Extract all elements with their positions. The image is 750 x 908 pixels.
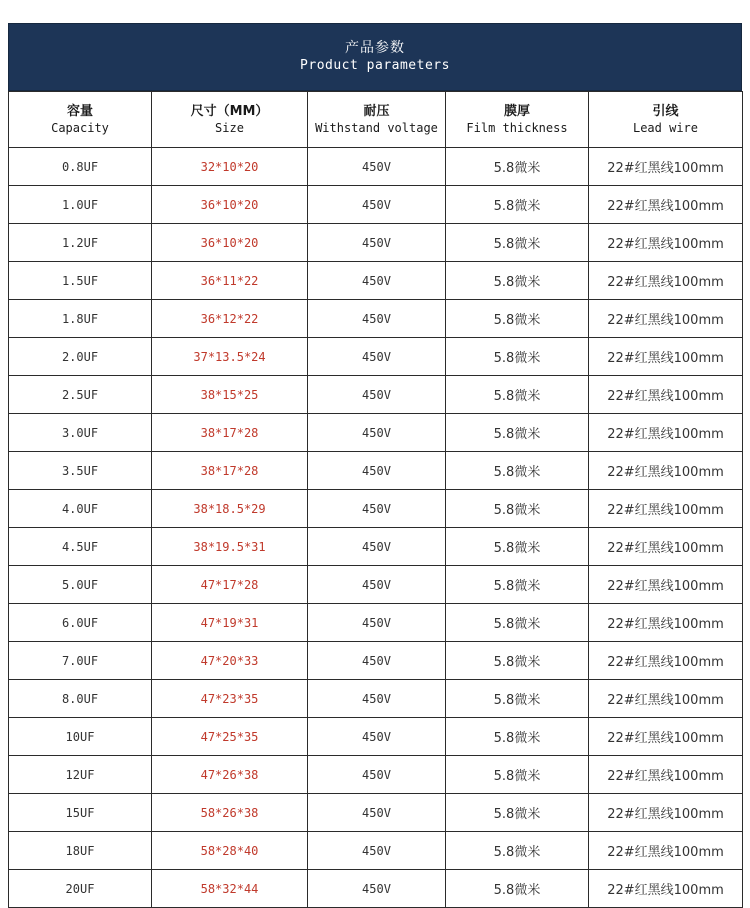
header-capacity	[9, 92, 152, 148]
cell-size: 47*23*35	[152, 680, 308, 718]
table-row	[9, 756, 743, 794]
cell-capacity: 1.2UF	[9, 224, 152, 262]
cell-size: 36*10*20	[152, 186, 308, 224]
cell-capacity: 4.5UF	[9, 528, 152, 566]
cell-size: 58*32*44	[152, 870, 308, 908]
cell-capacity: 2.5UF	[9, 376, 152, 414]
cell-lead-wire: 22#红黑线100mm	[589, 300, 743, 338]
cell-film-thickness: 5.8微米	[446, 642, 589, 680]
cell-lead-wire: 22#红黑线100mm	[589, 490, 743, 528]
cell-capacity: 1.8UF	[9, 300, 152, 338]
banner-title-en: Product parameters	[300, 58, 450, 73]
header-size-en: Size	[215, 121, 244, 135]
cell-film-thickness: 5.8微米	[446, 870, 589, 908]
table-row	[9, 338, 743, 376]
cell-capacity: 3.5UF	[9, 452, 152, 490]
header-voltage-zh: 耐压	[363, 104, 390, 119]
cell-film-thickness: 5.8微米	[446, 148, 589, 186]
cell-lead-wire: 22#红黑线100mm	[589, 642, 743, 680]
cell-capacity: 1.0UF	[9, 186, 152, 224]
table-row	[9, 376, 743, 414]
cell-size: 38*18.5*29	[152, 490, 308, 528]
cell-size: 32*10*20	[152, 148, 308, 186]
cell-lead-wire: 22#红黑线100mm	[589, 718, 743, 756]
parameters-table	[8, 91, 743, 908]
cell-capacity: 2.0UF	[9, 338, 152, 376]
cell-capacity: 15UF	[9, 794, 152, 832]
cell-lead-wire: 22#红黑线100mm	[589, 262, 743, 300]
table-row	[9, 452, 743, 490]
cell-capacity: 5.0UF	[9, 566, 152, 604]
cell-voltage: 450V	[308, 376, 446, 414]
cell-voltage: 450V	[308, 566, 446, 604]
cell-film-thickness: 5.8微米	[446, 832, 589, 870]
cell-lead-wire: 22#红黑线100mm	[589, 566, 743, 604]
header-film-en: Film thickness	[466, 121, 568, 135]
cell-capacity: 7.0UF	[9, 642, 152, 680]
table-row	[9, 604, 743, 642]
cell-lead-wire: 22#红黑线100mm	[589, 680, 743, 718]
cell-voltage: 450V	[308, 604, 446, 642]
cell-capacity: 6.0UF	[9, 604, 152, 642]
cell-lead-wire: 22#红黑线100mm	[589, 604, 743, 642]
cell-film-thickness: 5.8微米	[446, 604, 589, 642]
cell-film-thickness: 5.8微米	[446, 414, 589, 452]
table-row	[9, 566, 743, 604]
cell-lead-wire: 22#红黑线100mm	[589, 148, 743, 186]
header-wire-zh: 引线	[652, 104, 679, 119]
cell-film-thickness: 5.8微米	[446, 718, 589, 756]
table-row	[9, 528, 743, 566]
cell-size: 38*17*28	[152, 452, 308, 490]
table-row	[9, 642, 743, 680]
cell-capacity: 8.0UF	[9, 680, 152, 718]
cell-lead-wire: 22#红黑线100mm	[589, 376, 743, 414]
cell-voltage: 450V	[308, 186, 446, 224]
cell-capacity: 3.0UF	[9, 414, 152, 452]
table-row	[9, 680, 743, 718]
table-row	[9, 832, 743, 870]
cell-lead-wire: 22#红黑线100mm	[589, 186, 743, 224]
table-row	[9, 414, 743, 452]
cell-capacity: 20UF	[9, 870, 152, 908]
cell-film-thickness: 5.8微米	[446, 794, 589, 832]
cell-film-thickness: 5.8微米	[446, 224, 589, 262]
table-row	[9, 262, 743, 300]
cell-size: 47*19*31	[152, 604, 308, 642]
parameters-banner	[8, 23, 742, 91]
cell-voltage: 450V	[308, 528, 446, 566]
cell-voltage: 450V	[308, 870, 446, 908]
cell-film-thickness: 5.8微米	[446, 490, 589, 528]
table-row	[9, 718, 743, 756]
cell-film-thickness: 5.8微米	[446, 262, 589, 300]
cell-voltage: 450V	[308, 794, 446, 832]
table-row	[9, 490, 743, 528]
header-size	[152, 92, 308, 148]
cell-capacity: 1.5UF	[9, 262, 152, 300]
cell-voltage: 450V	[308, 642, 446, 680]
header-capacity-zh: 容量	[66, 104, 93, 119]
cell-film-thickness: 5.8微米	[446, 376, 589, 414]
cell-size: 36*11*22	[152, 262, 308, 300]
cell-size: 36*10*20	[152, 224, 308, 262]
cell-size: 37*13.5*24	[152, 338, 308, 376]
cell-lead-wire: 22#红黑线100mm	[589, 832, 743, 870]
cell-film-thickness: 5.8微米	[446, 338, 589, 376]
table-row	[9, 186, 743, 224]
table-row	[9, 870, 743, 908]
cell-capacity: 18UF	[9, 832, 152, 870]
cell-lead-wire: 22#红黑线100mm	[589, 794, 743, 832]
cell-capacity: 4.0UF	[9, 490, 152, 528]
table-row	[9, 148, 743, 186]
header-film	[446, 92, 589, 148]
cell-voltage: 450V	[308, 452, 446, 490]
cell-lead-wire: 22#红黑线100mm	[589, 756, 743, 794]
header-capacity-en: Capacity	[51, 121, 109, 135]
header-film-zh: 膜厚	[503, 104, 530, 119]
cell-film-thickness: 5.8微米	[446, 566, 589, 604]
cell-lead-wire: 22#红黑线100mm	[589, 414, 743, 452]
cell-size: 47*25*35	[152, 718, 308, 756]
cell-voltage: 450V	[308, 338, 446, 376]
cell-size: 47*20*33	[152, 642, 308, 680]
cell-film-thickness: 5.8微米	[446, 680, 589, 718]
cell-film-thickness: 5.8微米	[446, 452, 589, 490]
cell-lead-wire: 22#红黑线100mm	[589, 452, 743, 490]
cell-film-thickness: 5.8微米	[446, 756, 589, 794]
cell-voltage: 450V	[308, 680, 446, 718]
table-header	[9, 92, 743, 148]
header-wire-en: Lead wire	[632, 121, 699, 135]
cell-voltage: 450V	[308, 262, 446, 300]
cell-film-thickness: 5.8微米	[446, 528, 589, 566]
cell-voltage: 450V	[308, 832, 446, 870]
banner-title-zh: 产品参数	[345, 40, 405, 56]
cell-size: 36*12*22	[152, 300, 308, 338]
cell-film-thickness: 5.8微米	[446, 300, 589, 338]
cell-lead-wire: 22#红黑线100mm	[589, 528, 743, 566]
header-wire	[589, 92, 743, 148]
cell-size: 58*26*38	[152, 794, 308, 832]
cell-size: 47*26*38	[152, 756, 308, 794]
header-size-zh: 尺寸（MM）	[190, 104, 269, 119]
cell-voltage: 450V	[308, 148, 446, 186]
cell-size: 38*19.5*31	[152, 528, 308, 566]
cell-voltage: 450V	[308, 718, 446, 756]
table-body	[9, 148, 743, 908]
cell-lead-wire: 22#红黑线100mm	[589, 870, 743, 908]
cell-capacity: 12UF	[9, 756, 152, 794]
cell-voltage: 450V	[308, 756, 446, 794]
cell-voltage: 450V	[308, 414, 446, 452]
header-voltage-en: Withstand voltage	[315, 121, 438, 135]
table-row	[9, 224, 743, 262]
cell-lead-wire: 22#红黑线100mm	[589, 338, 743, 376]
cell-film-thickness: 5.8微米	[446, 186, 589, 224]
table-row	[9, 794, 743, 832]
cell-voltage: 450V	[308, 224, 446, 262]
cell-lead-wire: 22#红黑线100mm	[589, 224, 743, 262]
cell-capacity: 0.8UF	[9, 148, 152, 186]
header-voltage	[308, 92, 446, 148]
cell-capacity: 10UF	[9, 718, 152, 756]
cell-voltage: 450V	[308, 490, 446, 528]
cell-size: 58*28*40	[152, 832, 308, 870]
table-row	[9, 300, 743, 338]
cell-size: 38*15*25	[152, 376, 308, 414]
cell-size: 38*17*28	[152, 414, 308, 452]
cell-size: 47*17*28	[152, 566, 308, 604]
header-row	[9, 92, 743, 148]
cell-voltage: 450V	[308, 300, 446, 338]
